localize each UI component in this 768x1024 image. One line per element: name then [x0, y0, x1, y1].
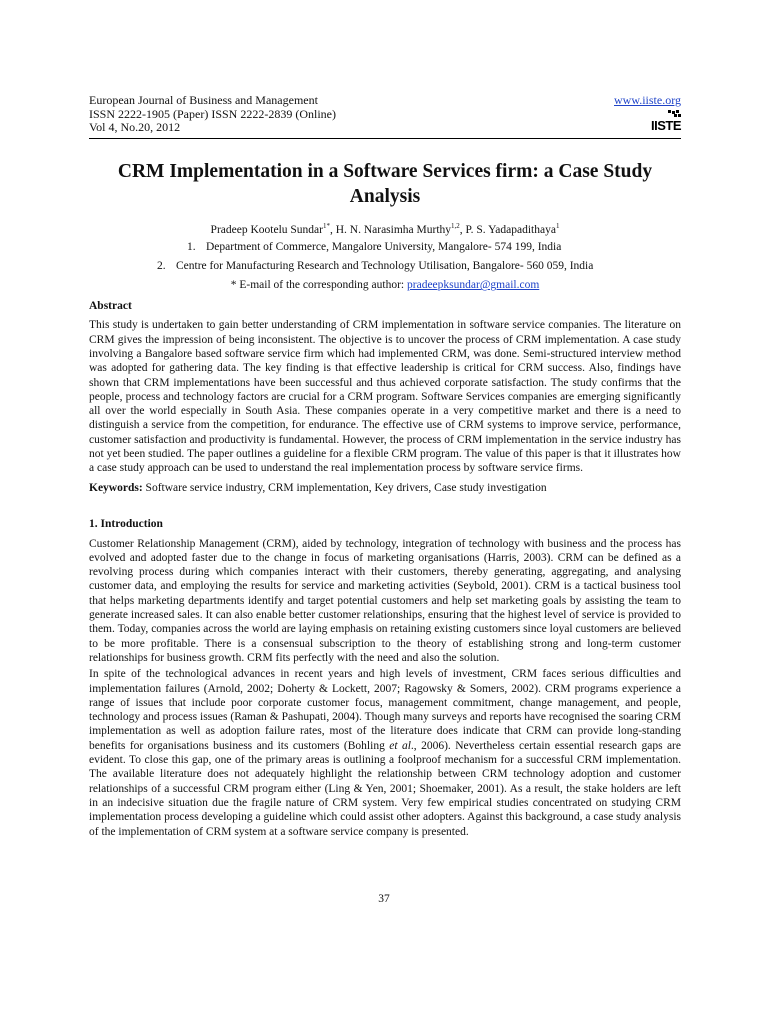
journal-header: [89, 94, 681, 139]
header-right: [614, 94, 681, 135]
keywords-label: Keywords:: [89, 481, 143, 494]
iiste-logo: [650, 110, 681, 133]
abstract-heading: Abstract: [89, 300, 132, 313]
introduction-heading: 1. Introduction: [89, 517, 163, 530]
corresponding-email: [89, 276, 681, 295]
page-number: 37: [378, 893, 390, 905]
author-sup: 1,2: [451, 221, 460, 230]
intro-p2-etal: et al: [389, 739, 411, 752]
author-sup: 1*: [322, 221, 330, 230]
paper-page: [89, 94, 681, 839]
intro-paragraph-1: Customer Relationship Management (CRM), aided by technology, integration of technology with business and the process has evolved and adopted faster due to the change in focus of marketing organisations (Harris, 2003). CRM can be defined as a revolving process during which companies interact with their customers, thereby generating, aggregating, and analysing customer data, and employing the results for service and marketing activities (Seybold, 2001). CRM is a tactical business tool that helps marketing departments identify and target potential customers and help set marketing goals by assisting the team to generate increased sales. It can also enable better customer relationships, ensuring that the highest level of service is provided to them. Today, companies across the world are laying emphasis on retaining existing customers since loyal customers are believed to be more profitable. There is a consensual subscription to the theory of establishing strong and long-term customer relationships for business growth. CRM fits perfectly with the need and also the solution.: [89, 537, 681, 664]
journal-url-link[interactable]: www.iiste.org: [614, 93, 681, 107]
author-name: H. N. Narasimha Murthy: [335, 223, 452, 236]
author-list: Pradeep Kootelu Sundar$^{1*}$, H. N. Narasimha Murthy$^{1,2}$, P. S. Yadapadithaya$^1$: [210, 221, 560, 236]
affiliation: [89, 238, 681, 257]
author-name: P. S. Yadapadithaya: [465, 223, 556, 236]
affiliation-text: Department of Commerce, Mangalore University, Mangalore- 574 199, India: [206, 241, 562, 254]
logo-text: IISTE: [650, 117, 681, 133]
journal-issn: ISSN 2222-1905 (Paper) ISSN 2222-2839 (Online): [89, 106, 336, 121]
logo-dots-icon: [653, 110, 681, 118]
author-sup: 1: [555, 221, 560, 230]
paper-title: CRM Implementation in a Software Services firm: a Case Study Analysis: [117, 160, 653, 207]
affiliation-number: 2.: [157, 260, 166, 273]
header-rule: [89, 138, 681, 139]
author-name: Pradeep Kootelu Sundar: [210, 223, 323, 236]
intro-p2-part-a: In spite of the technological advances in recent years and high levels of investment, CRM faces serious difficulties and implementation failures (Arnold, 2002; Doherty & Lockett, 2007; Ragowsky & Somers, 2002). CRM programs experience a range of issues that include poor corporate customer focus, management commitment, change management, and people, technology and process issues (Raman & Pashupati, 2004). Though many surveys and reports have recognised the soaring CRM implementation as well as adoption failure rates, most of the literature does indicate that CRM can provide long-standing benefits for organisations business and its customers (Bohling: [89, 668, 681, 752]
affiliation-number: 1.: [187, 241, 196, 254]
intro-paragraph-2: [89, 667, 681, 839]
abstract-text: This study is undertaken to gain better understanding of CRM implementation in software service companies. The literature on CRM gives the impression of being inconsistent. The objective is to uncover the process of CRM implementation. A case study involving a Bangalore based software service firm which had implemented CRM, was done. Semi-structured interview method was adopted for gathering data. The key finding is that effective leadership is critical for CRM success. Also, findings have shown that CRM implementations have been successful and thus achieved corporate satisfaction. The study confirms that the people, process and technology factors are crucial for a CRM program. Software Services companies are emerging significantly all over the world especially in South Asia. These companies operate in a very competitive market and there is a need to distinguish a service from the competition, for endurance. The effective use of CRM systems to improve service, performance, customer satisfaction and productivity is fundamental. However, the process of CRM implementation in the service industry has not yet been studied. The paper outlines a guideline for a flexible CRM program. The value of this paper is that it illustrates how a case study approach can be used to understand the real implementation process by software service firms.: [89, 319, 681, 475]
journal-volume: Vol 4, No.20, 2012: [89, 120, 181, 134]
email-link[interactable]: pradeepksundar@gmail.com: [407, 279, 540, 292]
journal-name: European Journal of Business and Management: [89, 93, 318, 107]
intro-p2-part-b: ., 2006). Nevertheless certain essential research gaps are evident. To close this gap, one of the primary areas is outlining a foolproof mechanism for a successful CRM implementation. The available literature does not adequately highlight the relationship between CRM technology adoption and customer relationships of a successful CRM program either (Ling & Yen, 2001; Shoemaker, 2001). As a result, the stake holders are left in an indecisive situation due the fragile nature of CRM system. Very few empirical studies concentrated on studying CRM implementation process developing a guideline which could assist other adopters. Against this background, a case study analysis of the implementation of CRM system at a software service company is presented.: [89, 739, 681, 838]
keywords-line: [89, 481, 681, 495]
email-prefix: * E-mail of the corresponding author:: [230, 279, 408, 292]
affiliation: [89, 257, 681, 276]
keywords-text: Software service industry, CRM implementation, Key drivers, Case study investigation: [142, 481, 547, 494]
affiliation-text: Centre for Manufacturing Research and Technology Utilisation, Bangalore- 560 059, India: [176, 260, 594, 273]
